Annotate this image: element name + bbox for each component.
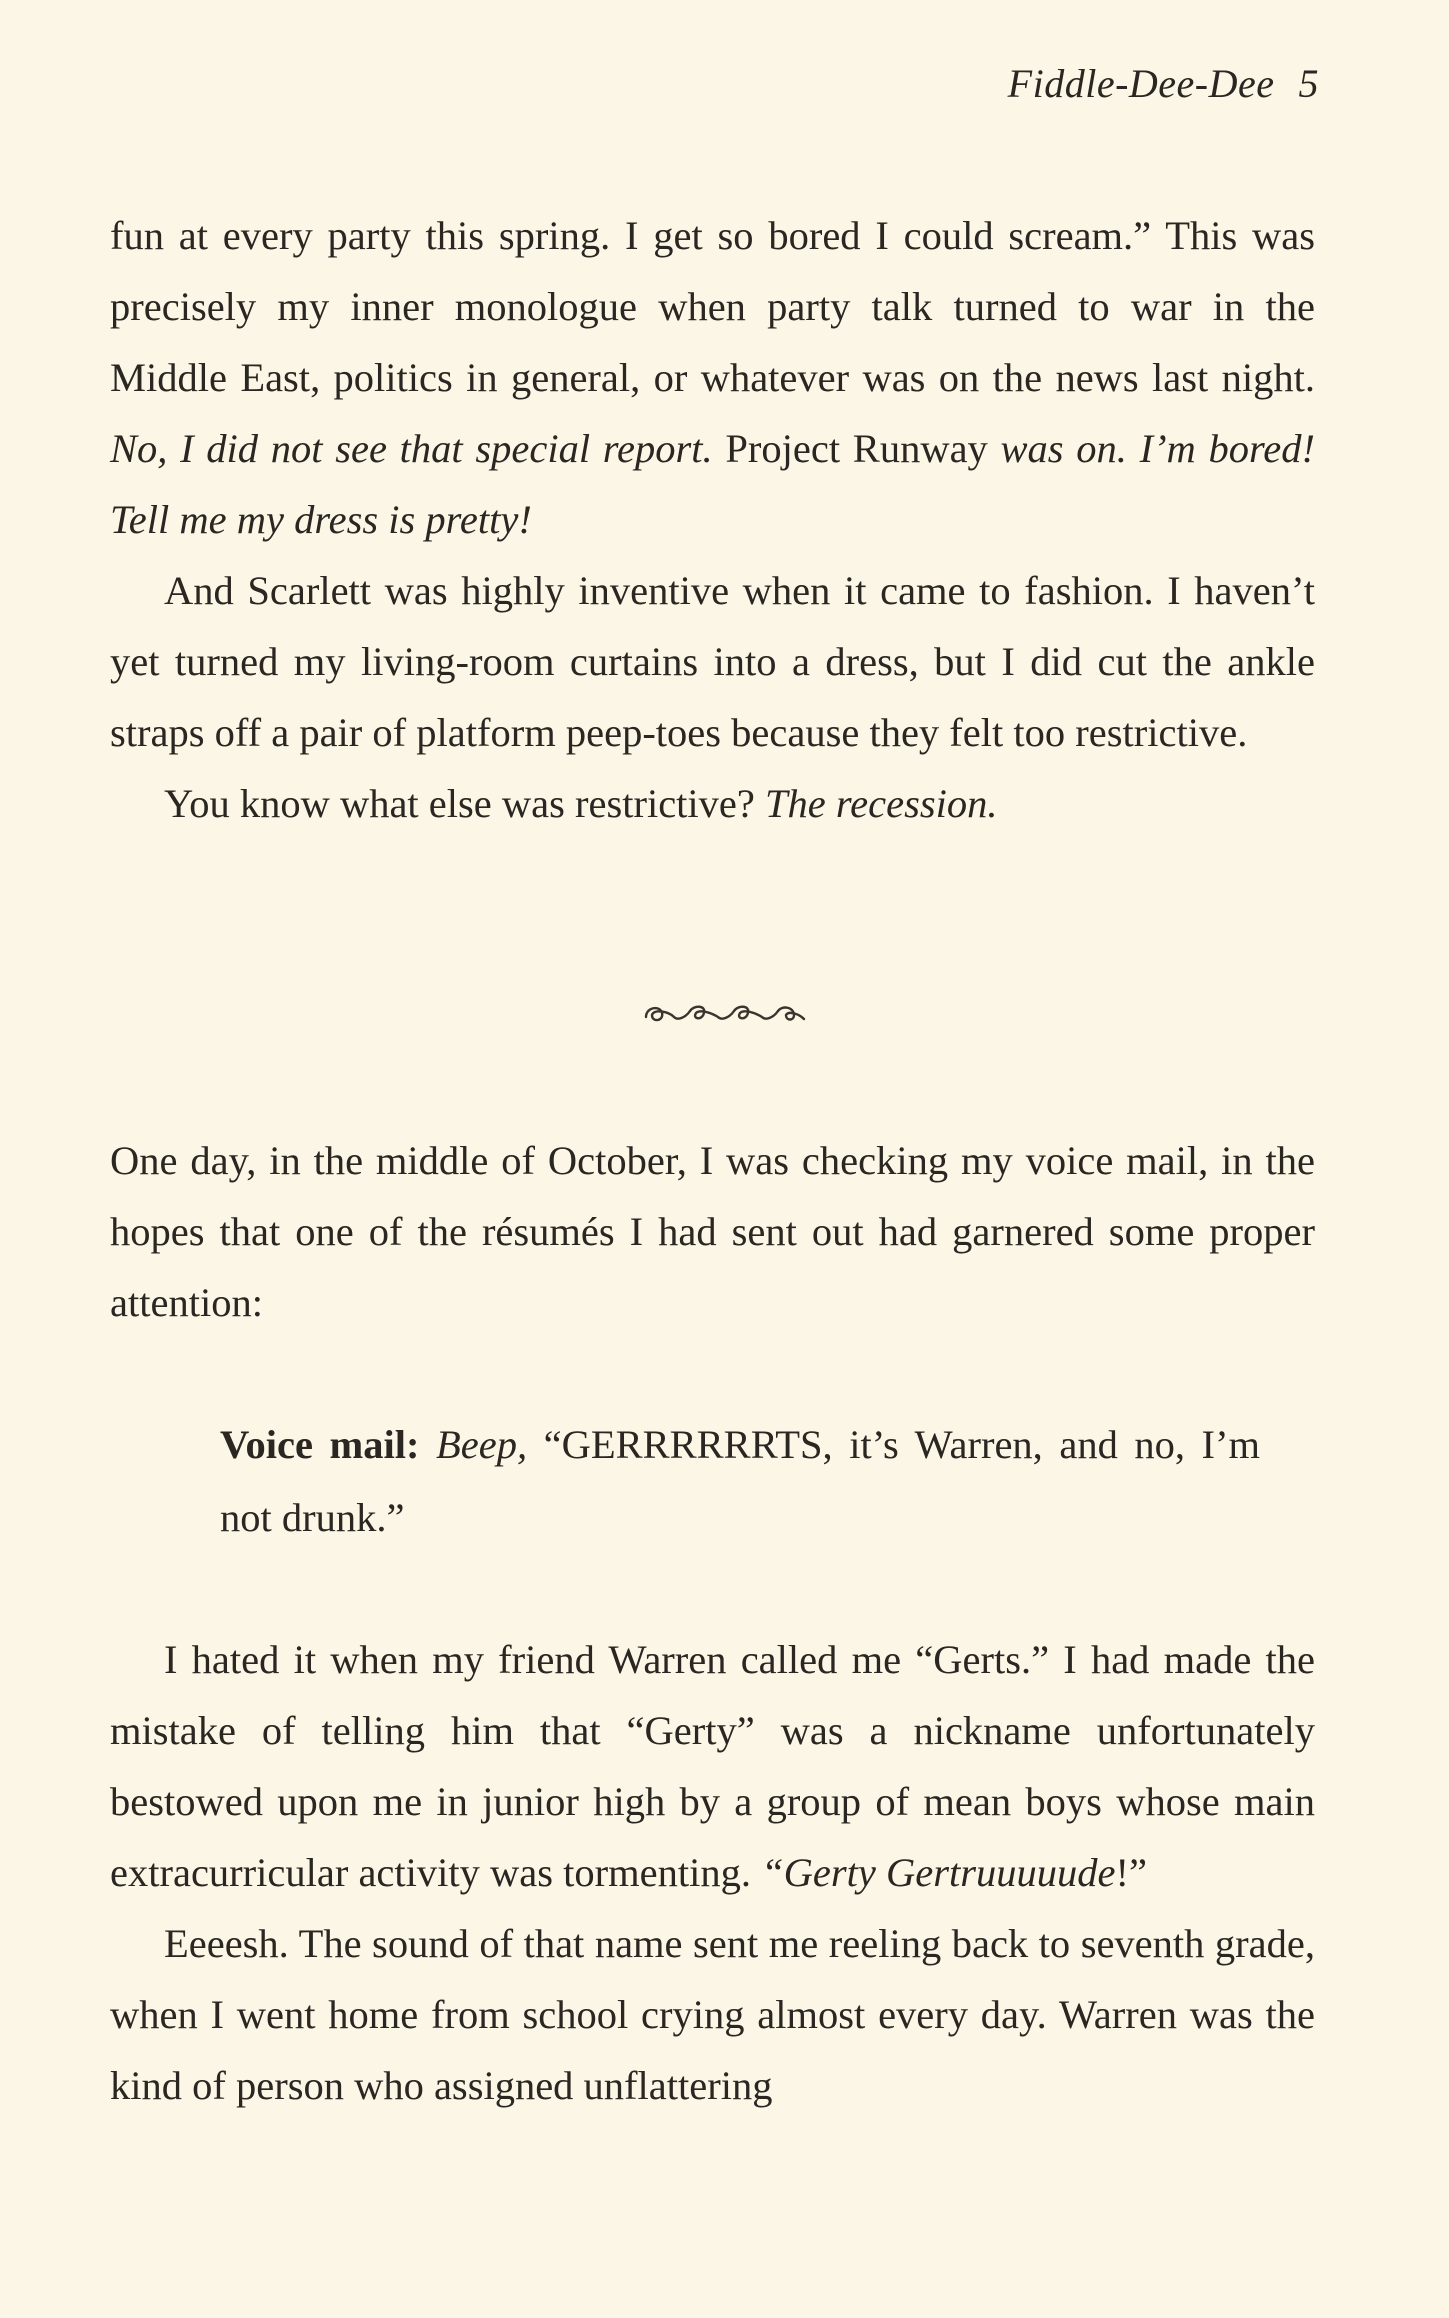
voicemail-label: Voice mail: xyxy=(220,1422,420,1467)
paragraph: And Scarlett was highly inventive when it came to fashion. I haven’t yet turned my living-room curtains into a dress, but I did cut the ankle straps off a pair of platform peep-toes because they felt too restrictive. xyxy=(110,568,1315,755)
page-number: 5 xyxy=(1298,61,1319,106)
paragraph xyxy=(110,200,1315,555)
running-head-title: Fiddle-Dee-Dee xyxy=(1007,61,1275,106)
italic-text: “Gerty Gertruuuuude xyxy=(761,1850,1116,1895)
paragraph: One day, in the middle of October, I was checking my voice mail, in the hopes that one of the résumés I had sent out had garnered some proper attention: xyxy=(110,1138,1315,1325)
running-head xyxy=(1008,60,1319,107)
italic-text: The recession. xyxy=(765,781,998,826)
paragraph-text: !” xyxy=(1115,1850,1147,1895)
voicemail-text: “GERRRRRRTS, it’s Warren, and no, I’m not drunk.” xyxy=(220,1422,1260,1540)
italic-text: was on. I’m bored! Tell me my dress is pretty! xyxy=(110,426,1315,542)
paragraph: Eeeesh. The sound of that name sent me reeling back to seventh grade, when I went home from school crying almost every day. Warren was the kind of person who assigned unflattering xyxy=(110,1921,1315,2108)
text-section-1 xyxy=(110,200,1315,839)
text-section-2 xyxy=(110,1125,1315,1338)
voicemail-beep: Beep, xyxy=(436,1422,528,1467)
text-section-3 xyxy=(110,1624,1315,2121)
paragraph xyxy=(110,768,1315,839)
paragraph-text: Project Runway xyxy=(712,426,1001,471)
italic-text: No, I did not see that special report. xyxy=(110,426,713,471)
voicemail-quote xyxy=(220,1408,1260,1554)
paragraph-text: You know what else was restrictive? xyxy=(164,781,766,826)
paragraph-text: I hated it when my friend Warren called me “Gerts.” I had made the mistake of telling him that “Gerty” was a nickname unfortunately bestowed upon me in junior high by a group of mean boys whose main extracurricular activity was tormenting. xyxy=(110,1637,1315,1895)
voicemail-line xyxy=(220,1408,1260,1554)
paragraph-text: fun at every party this spring. I get so bored I could scream.” This was precisely my inner monologue when party talk turned to war in the Middle East, politics in general, or whatever was on the news last night. xyxy=(110,213,1315,400)
paragraph xyxy=(110,1624,1315,1908)
section-break-ornament-icon xyxy=(0,995,1449,1038)
